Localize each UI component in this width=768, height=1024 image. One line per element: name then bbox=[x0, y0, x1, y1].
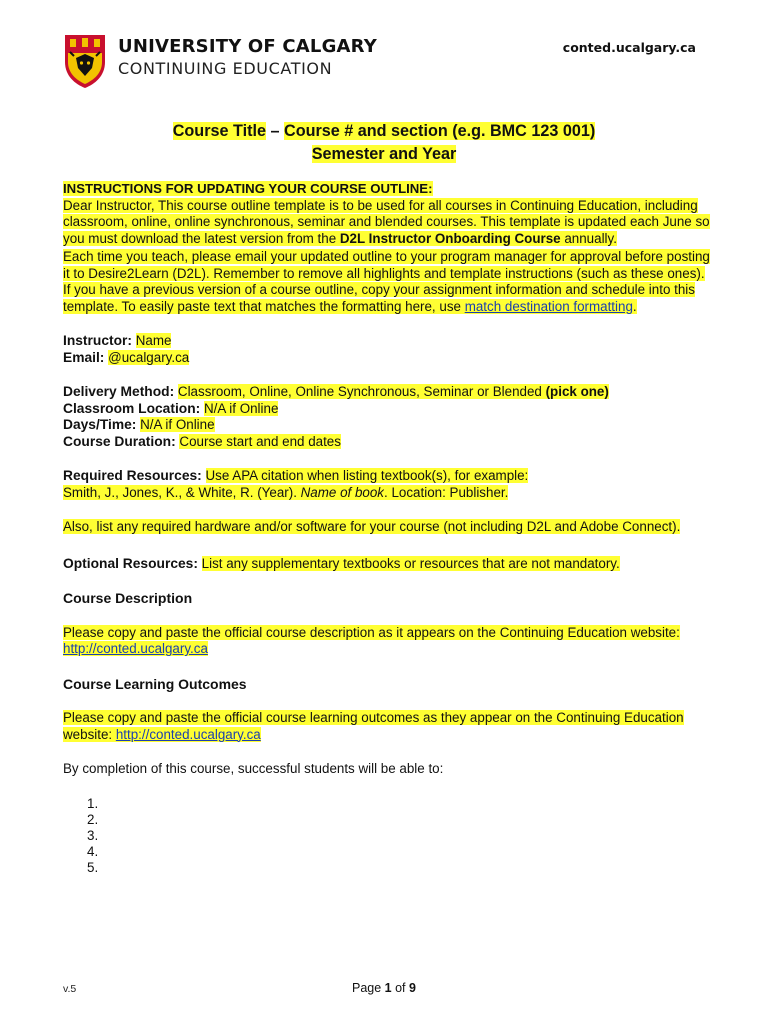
outcomes-list bbox=[87, 796, 711, 876]
list-item: 4. bbox=[87, 843, 99, 859]
instructions-heading: INSTRUCTIONS FOR UPDATING YOUR COURSE OUTLINE: bbox=[63, 181, 433, 196]
course-description-heading: Course Description bbox=[63, 590, 193, 606]
page-header bbox=[62, 32, 712, 92]
delivery-method-line: Delivery Method: Classroom, Online, Online Synchronous, Seminar or Blended (pick one) bbox=[63, 384, 609, 399]
conted-website-link-2[interactable]: http://conted.ucalgary.ca bbox=[115, 726, 261, 742]
university-crest-logo bbox=[62, 32, 108, 90]
course-title-line bbox=[0, 120, 768, 143]
classroom-location-line: Classroom Location: N/A if Online bbox=[63, 400, 279, 416]
email-placeholder: @ucalgary.ca bbox=[108, 349, 190, 365]
instructions-paragraph-1: Dear Instructor, This course outline template is to be used for all courses in Continuing Education, including classroom, online, online synchronous, seminar and blended courses. This template is updated each June so you must download the latest version from the D2L Instructor Onboarding Course annually. bbox=[63, 197, 710, 246]
list-item: 5. bbox=[87, 859, 99, 875]
instructor-line: Instructor: Name bbox=[63, 333, 172, 348]
semester-line bbox=[0, 143, 768, 166]
course-title-block bbox=[0, 120, 768, 166]
course-number-placeholder: Course # and section (e.g. BMC 123 001) bbox=[284, 122, 596, 140]
learning-outcomes-heading: Course Learning Outcomes bbox=[63, 675, 247, 692]
title-dash: – bbox=[266, 122, 284, 140]
optional-resources-line: Optional Resources: List any supplementary textbooks or resources that are not mandatory. bbox=[63, 555, 620, 571]
learning-outcomes-text: Please copy and paste the official course learning outcomes as they appear on the Continuing Education website: http://conted.ucalgary.ca bbox=[63, 710, 684, 742]
document-body bbox=[63, 181, 711, 876]
conted-website-link[interactable]: http://conted.ucalgary.ca bbox=[63, 641, 208, 656]
course-duration-line: Course Duration: Course start and end dates bbox=[63, 433, 341, 449]
hardware-software-note: Also, list any required hardware and/or software for your course (not including D2L and Adobe Connect). bbox=[63, 519, 681, 534]
email-line: Email: @ucalgary.ca bbox=[63, 349, 190, 365]
days-time-line: Days/Time: N/A if Online bbox=[63, 417, 215, 432]
unit-name: CONTINUING EDUCATION bbox=[118, 59, 333, 78]
outcomes-lead-sentence: By completion of this course, successful students will be able to: bbox=[63, 761, 444, 776]
course-description-text: Please copy and paste the official course description as it appears on the Continuing Education website: http://conted.ucalgary.ca bbox=[63, 624, 680, 656]
citation-example: Smith, J., Jones, K., & White, R. (Year). Name of book. Location: Publisher. bbox=[63, 484, 509, 500]
page-number: Page 1 of 9 bbox=[352, 981, 416, 995]
university-name: UNIVERSITY OF CALGARY bbox=[118, 36, 377, 57]
course-title-placeholder: Course Title bbox=[172, 122, 266, 140]
website-url: conted.ucalgary.ca bbox=[562, 40, 696, 55]
list-item: 2. bbox=[87, 811, 99, 827]
list-item: 1. bbox=[87, 795, 99, 811]
template-version: v.5 bbox=[63, 983, 77, 995]
list-item: 3. bbox=[87, 827, 99, 843]
match-destination-formatting-link[interactable]: match destination formatting bbox=[464, 298, 633, 314]
required-resources-line: Required Resources: Use APA citation when listing textbook(s), for example: bbox=[63, 468, 529, 483]
instructions-paragraph-2: Each time you teach, please email your updated outline to your program manager for approval before posting it to Desire2Learn (D2L). Remember to remove all highlights and template instructions (such as these ones). If you have a previous version of a course outline, copy your assignment information and schedule into this template. To easily paste text that matches the formatting here, use match destination formatting. bbox=[63, 249, 710, 314]
instructor-name-placeholder: Name bbox=[135, 333, 172, 348]
semester-placeholder: Semester and Year bbox=[311, 145, 457, 163]
